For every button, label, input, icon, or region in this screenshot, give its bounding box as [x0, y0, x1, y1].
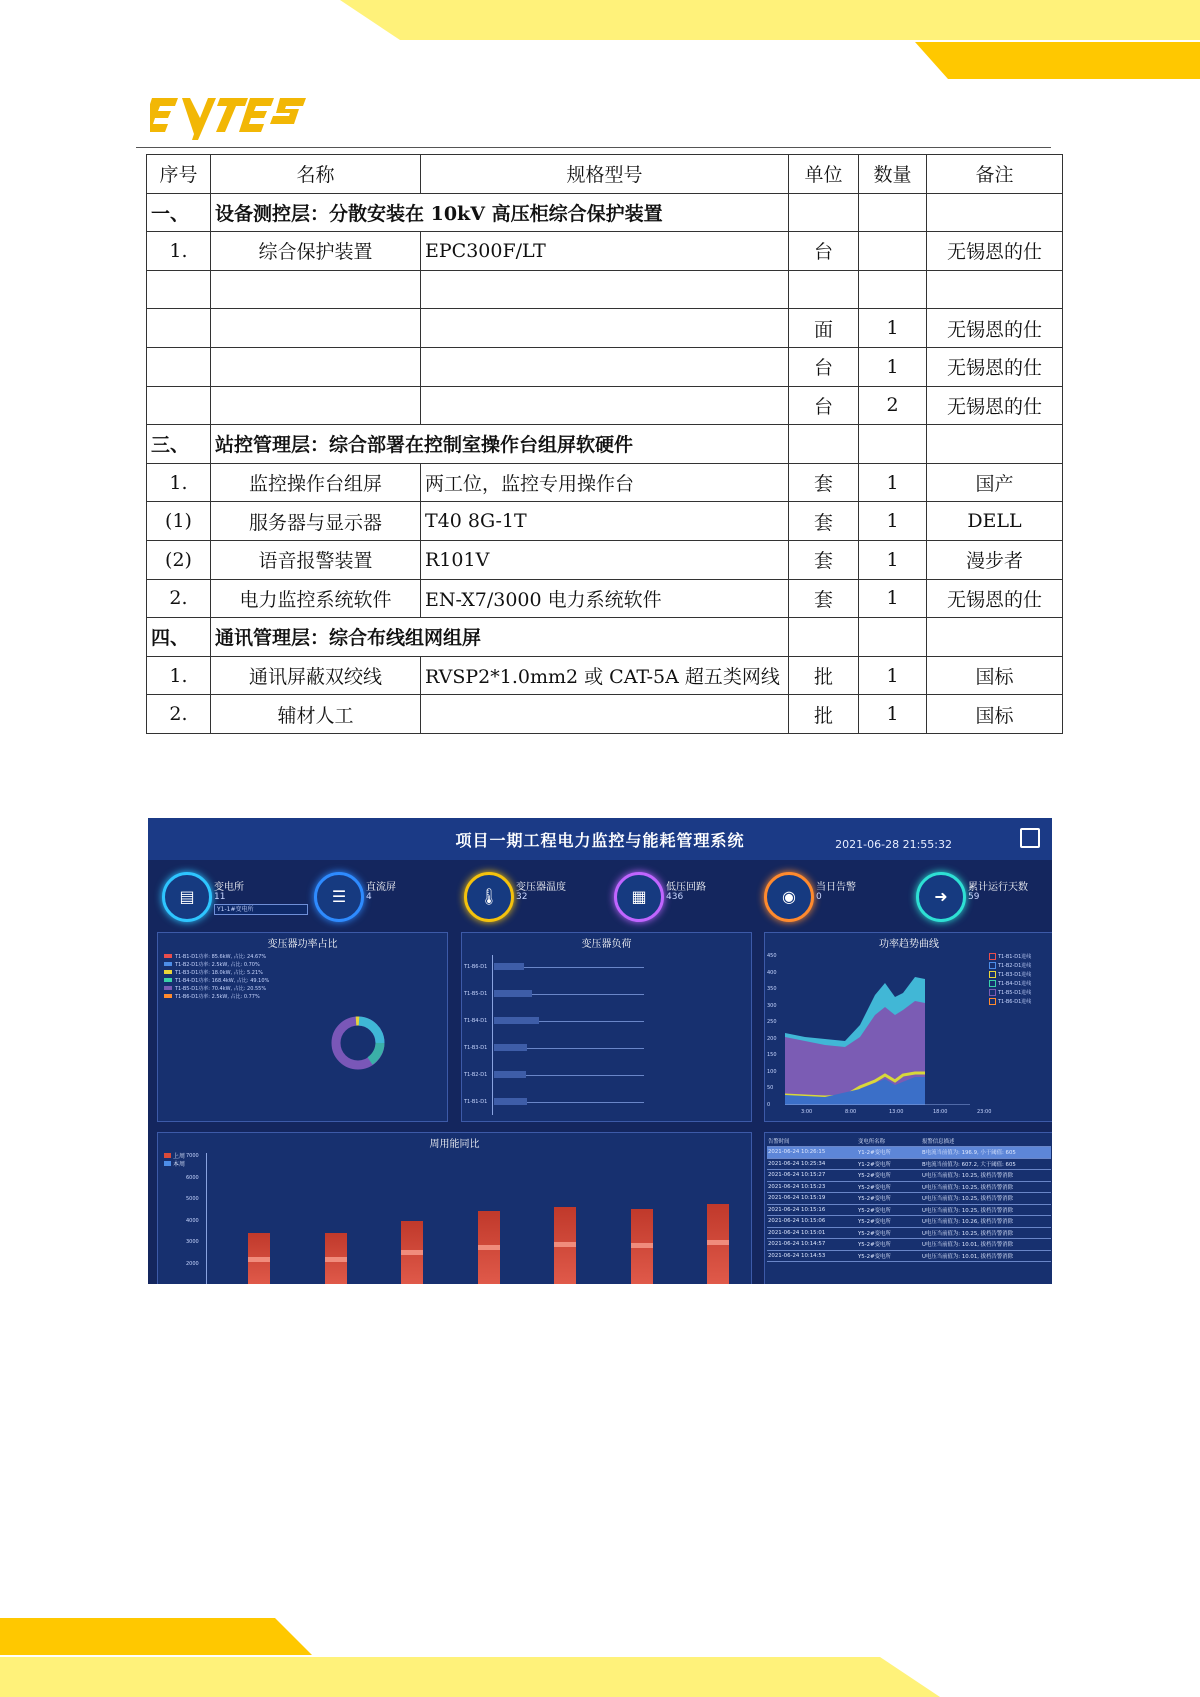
table-cell: T40 8G-1T: [421, 502, 789, 541]
header-rule: [136, 147, 1051, 148]
table-cell: [421, 270, 789, 309]
load-row-label: T1-B1-D1: [464, 1099, 488, 1105]
table-cell: 1: [859, 695, 927, 734]
ratio-legend-item: T1-B3-D1功率: 18.0kW, 占比: 5.21%: [164, 969, 269, 977]
load-bar: [494, 963, 524, 970]
table-cell: 2: [859, 386, 927, 425]
table-cell: 套: [789, 463, 859, 502]
ratio-legend-item: T1-B1-D1功率: 85.6kW, 占比: 24.67%: [164, 953, 269, 961]
alarm-cell: Y5-2#变电所: [857, 1204, 921, 1216]
alarm-cell: 2021-06-24 10:26:15: [767, 1147, 857, 1159]
trend-y-tick: 0: [767, 1101, 771, 1108]
table-cell: EN-X7/3000 电力系统软件: [421, 579, 789, 618]
table-cell: [789, 425, 859, 464]
alarm-row[interactable]: [767, 1193, 1051, 1205]
load-row-label: T1-B6-D1: [464, 964, 488, 970]
kpi-card: [614, 868, 764, 928]
table-cell: 套: [789, 579, 859, 618]
table-cell: [421, 309, 789, 348]
load-bar: [494, 1044, 527, 1051]
trend-x-tick: 3:00: [801, 1109, 813, 1115]
kpi-value: 59: [968, 892, 980, 902]
weekly-y-tick: 5000: [186, 1196, 199, 1202]
table-cell: 无锡恩的仕: [927, 579, 1063, 618]
table-cell: 套: [789, 502, 859, 541]
table-cell: 通讯屏蔽双绞线: [211, 656, 421, 695]
table-cell: 综合保护装置: [211, 232, 421, 271]
weekly-y-tick: 3000: [186, 1239, 199, 1245]
alarm-row[interactable]: [767, 1227, 1051, 1239]
table-cell: 台: [789, 386, 859, 425]
table-cell: 国标: [927, 656, 1063, 695]
section-row: [147, 193, 1063, 232]
table-header-cell: 规格型号: [421, 155, 789, 194]
load-bar: [494, 990, 532, 997]
ratio-legend-item: T1-B4-D1功率: 168.4kW, 占比: 49.10%: [164, 977, 269, 985]
alarm-cell: 2021-06-24 10:15:01: [767, 1227, 857, 1239]
table-cell: 批: [789, 695, 859, 734]
table-cell: [859, 618, 927, 657]
table-row: [147, 579, 1063, 618]
section-row: [147, 425, 1063, 464]
entes-logo: [150, 92, 310, 142]
table-cell: [927, 425, 1063, 464]
table-cell: 辅材人工: [211, 695, 421, 734]
trend-y-tick: 100: [767, 1068, 777, 1075]
alarm-cell: Y5-2#变电所: [857, 1250, 921, 1262]
table-cell: 台: [789, 347, 859, 386]
kpi-label: 低压回路: [666, 882, 706, 893]
table-cell: 无锡恩的仕: [927, 386, 1063, 425]
kpi-card: [314, 868, 464, 928]
checkbox-icon[interactable]: [989, 980, 996, 987]
alarm-table: [767, 1135, 1051, 1262]
table-cell: 2.: [147, 695, 211, 734]
alarm-row[interactable]: [767, 1147, 1051, 1159]
power-ratio-title: 变压器功率占比: [267, 939, 338, 950]
table-cell: 套: [789, 540, 859, 579]
alarm-row[interactable]: [767, 1170, 1051, 1182]
trend-x-tick: 8:00: [845, 1109, 857, 1115]
checkbox-icon[interactable]: [989, 998, 996, 1005]
kpi-value: 0: [816, 892, 822, 902]
kpi-value: 436: [666, 892, 684, 902]
kpi-label: 直流屏: [366, 882, 396, 893]
kpi-icon: 🌡: [464, 872, 514, 922]
weekly-legend-item: 本周: [164, 1161, 185, 1169]
alarm-cell: U电压当前值为: 10.25, 拔档告警消除: [921, 1193, 1051, 1205]
table-cell: R101V: [421, 540, 789, 579]
alarm-cell: Y5-2#变电所: [857, 1170, 921, 1182]
table-row: [147, 502, 1063, 541]
trend-y-tick: 250: [767, 1019, 777, 1025]
power-trend-chart: [785, 955, 970, 1105]
weekly-title: 周用能同比: [429, 1139, 480, 1150]
alarm-cell: Y1-2#变电所: [857, 1158, 921, 1170]
alarm-cell: 2021-06-24 10:15:23: [767, 1181, 857, 1193]
table-cell: (2): [147, 540, 211, 579]
load-bar: [494, 1017, 539, 1024]
weekly-bar: [248, 1233, 270, 1284]
checkbox-icon[interactable]: [989, 953, 996, 960]
alarm-cell: Y5-2#变电所: [857, 1181, 921, 1193]
table-cell: 国产: [927, 463, 1063, 502]
table-cell: 台: [789, 232, 859, 271]
section-row: [147, 618, 1063, 657]
table-header-cell: 数量: [859, 155, 927, 194]
kpi-label: 累计运行天数: [968, 882, 1028, 893]
alarm-cell: 2021-06-24 10:15:19: [767, 1193, 857, 1205]
alarm-cell: Y5-2#变电所: [857, 1239, 921, 1251]
kpi-value: 4: [366, 892, 372, 902]
alarm-cell: 2021-06-24 10:15:16: [767, 1204, 857, 1216]
kpi-value: 32: [516, 892, 528, 902]
alarm-cell: Y5-2#变电所: [857, 1216, 921, 1228]
alarm-cell: Y5-2#变电所: [857, 1193, 921, 1205]
table-header-cell: 名称: [211, 155, 421, 194]
table-cell: (1): [147, 502, 211, 541]
table-cell: [421, 386, 789, 425]
trend-legend-item[interactable]: T1-B3-D1进线: [989, 971, 1031, 980]
legend-swatch: [164, 962, 172, 966]
section-title: 设备测控层：分散安装在 10kV 高压柜综合保护装置: [211, 193, 789, 232]
legend-swatch: [164, 986, 172, 990]
equipment-spec-table: [146, 154, 1063, 734]
trend-y-tick: 350: [767, 986, 777, 992]
table-row: [147, 695, 1063, 734]
table-cell: [927, 270, 1063, 309]
alarm-cell: Y1-2#变电所: [857, 1147, 921, 1159]
table-header-cell: 备注: [927, 155, 1063, 194]
kpi-icon: ◉: [764, 872, 814, 922]
weekly-legend-item: 上周: [164, 1153, 185, 1161]
table-cell: [927, 193, 1063, 232]
trend-y-tick: 200: [767, 1035, 777, 1042]
table-cell: 1: [859, 463, 927, 502]
legend-swatch: [164, 970, 172, 974]
table-cell: [789, 270, 859, 309]
ratio-legend-item: T1-B6-D1功率: 2.5kW, 占比: 0.77%: [164, 993, 269, 1001]
table-cell: [147, 386, 211, 425]
table-cell: [211, 386, 421, 425]
alarm-cell: U电压当前值为: 10.25, 拔档告警消除: [921, 1227, 1051, 1239]
alarm-cell: U电压当前值为: 10.26, 拔档告警消除: [921, 1216, 1051, 1228]
ratio-legend-item: T1-B5-D1功率: 70.4kW, 占比: 20.55%: [164, 985, 269, 993]
table-row: [147, 309, 1063, 348]
load-row-label: T1-B3-D1: [464, 1045, 488, 1051]
alarm-row[interactable]: [767, 1158, 1051, 1170]
section-title: 通讯管理层：综合布线组网组屏: [211, 618, 789, 657]
table-row: [147, 232, 1063, 271]
trend-legend-item[interactable]: T1-B1-D1进线: [989, 953, 1031, 962]
alarm-header-cell: 变电所名称: [857, 1135, 921, 1147]
table-cell: 监控操作台组屏: [211, 463, 421, 502]
kpi-value: 11: [214, 892, 226, 902]
table-cell: 1: [859, 502, 927, 541]
power-ratio-donut: [328, 1013, 388, 1073]
weekly-y-tick: 7000: [186, 1153, 199, 1159]
table-cell: [789, 618, 859, 657]
alarm-cell: 2021-06-24 10:14:53: [767, 1250, 857, 1262]
table-cell: 两工位，监控专用操作台: [421, 463, 789, 502]
load-row-label: T1-B4-D1: [464, 1018, 488, 1024]
kpi-card: [916, 868, 1052, 928]
table-cell: [421, 695, 789, 734]
dashboard-datetime: 2021-06-28 21:55:32: [835, 838, 952, 851]
trend-x-tick: 13:00: [889, 1109, 904, 1115]
section-number: 三、: [147, 425, 211, 464]
exit-icon[interactable]: [1020, 828, 1040, 848]
table-cell: 1.: [147, 463, 211, 502]
table-row: [147, 463, 1063, 502]
weekly-bar: [401, 1221, 423, 1284]
alarm-header-cell: 报警信息描述: [921, 1135, 1051, 1147]
load-row-label: T1-B5-D1: [464, 991, 488, 997]
table-cell: [859, 425, 927, 464]
kpi-card: [464, 868, 614, 928]
load-row-label: T1-B2-D1: [464, 1072, 488, 1078]
table-cell: [211, 309, 421, 348]
kpi-label: 变电所: [214, 882, 244, 893]
weekly-bar: [325, 1233, 347, 1284]
checkbox-icon[interactable]: [989, 989, 996, 996]
table-cell: 面: [789, 309, 859, 348]
weekly-bar: [631, 1209, 653, 1284]
trend-y-tick: 300: [767, 1002, 777, 1009]
table-cell: 1: [859, 656, 927, 695]
dashboard-title: 项目一期工程电力监控与能耗管理系统: [455, 831, 745, 850]
alarm-table-panel: [764, 1132, 1052, 1284]
load-title: 变压器负荷: [581, 939, 632, 950]
alarm-cell: 2021-06-24 10:15:27: [767, 1170, 857, 1182]
weekly-y-tick: 2000: [186, 1260, 199, 1267]
table-cell: [147, 270, 211, 309]
monitoring-dashboard: [148, 818, 1052, 1284]
table-cell: RVSP2*1.0mm2 或 CAT-5A 超五类网线: [421, 656, 789, 695]
trend-legend-item[interactable]: T1-B4-D1进线: [989, 980, 1031, 989]
kpi-card: [764, 868, 914, 928]
table-cell: 国标: [927, 695, 1063, 734]
alarm-header-cell: 告警时间: [767, 1135, 857, 1147]
weekly-y-tick: 6000: [186, 1174, 199, 1181]
alarm-cell: 2021-06-24 10:14:57: [767, 1239, 857, 1251]
load-bar: [494, 1071, 526, 1078]
kpi-label: 当日告警: [816, 882, 856, 893]
legend-swatch: [164, 954, 172, 958]
alarm-row[interactable]: [767, 1250, 1051, 1262]
alarm-row[interactable]: [767, 1239, 1051, 1251]
table-cell: [859, 193, 927, 232]
trend-title: 功率趋势曲线: [879, 939, 939, 950]
trend-legend-item[interactable]: T1-B5-D1进线: [989, 989, 1031, 998]
table-cell: [859, 232, 927, 271]
table-row: [147, 656, 1063, 695]
substation-select[interactable]: Y1-1#变电所: [214, 904, 308, 915]
table-cell: [211, 347, 421, 386]
trend-y-tick: 400: [767, 969, 777, 976]
power-trend-panel: [764, 932, 1052, 1122]
table-cell: 1.: [147, 656, 211, 695]
alarm-cell: 2021-06-24 10:25:34: [767, 1158, 857, 1170]
table-cell: 无锡恩的仕: [927, 309, 1063, 348]
table-cell: 1: [859, 579, 927, 618]
kpi-icon: ☰: [314, 872, 364, 922]
table-cell: 电力监控系统软件: [211, 579, 421, 618]
table-cell: EPC300F/LT: [421, 232, 789, 271]
alarm-row[interactable]: [767, 1216, 1051, 1228]
alarm-cell: B电流当前值为: 607.2, 大于阈值: 605: [921, 1158, 1051, 1170]
table-cell: 1: [859, 309, 927, 348]
table-row: [147, 386, 1063, 425]
alarm-row[interactable]: [767, 1204, 1051, 1216]
table-cell: 漫步者: [927, 540, 1063, 579]
kpi-icon: ▤: [162, 872, 212, 922]
weekly-bar: [478, 1211, 500, 1284]
alarm-cell: U电压当前值为: 10.01, 拔档告警消除: [921, 1250, 1051, 1262]
table-row: [147, 270, 1063, 309]
table-cell: 批: [789, 656, 859, 695]
table-cell: [147, 347, 211, 386]
table-row: [147, 347, 1063, 386]
trend-y-tick: 450: [767, 953, 777, 959]
table-cell: [147, 309, 211, 348]
table-cell: 无锡恩的仕: [927, 347, 1063, 386]
weekly-bar: [554, 1207, 576, 1285]
weekly-legend: [164, 1153, 185, 1169]
trend-legend-item[interactable]: T1-B6-D1进线: [989, 998, 1031, 1007]
dashboard-header: [148, 818, 1052, 860]
trend-legend: [989, 953, 1031, 1007]
table-cell: 1.: [147, 232, 211, 271]
load-bar: [494, 1098, 527, 1105]
table-row: [147, 540, 1063, 579]
legend-swatch: [164, 978, 172, 982]
ratio-legend-item: T1-B2-D1功率: 2.5kW, 占比: 0.70%: [164, 961, 269, 969]
alarm-cell: 2021-06-24 10:15:06: [767, 1216, 857, 1228]
table-header-cell: 单位: [789, 155, 859, 194]
table-cell: 2.: [147, 579, 211, 618]
weekly-y-tick: 4000: [186, 1217, 199, 1224]
top-decoration: [0, 0, 1200, 90]
table-cell: [421, 347, 789, 386]
table-cell: DELL: [927, 502, 1063, 541]
power-ratio-panel: [157, 932, 448, 1122]
alarm-cell: Y5-2#变电所: [857, 1227, 921, 1239]
alarm-cell: U电压当前值为: 10.25, 拔档告警消除: [921, 1170, 1051, 1182]
trend-y-tick: 150: [767, 1052, 777, 1058]
table-cell: [927, 618, 1063, 657]
table-header-cell: 序号: [147, 155, 211, 194]
alarm-cell: U电压当前值为: 10.25, 拔档告警消除: [921, 1204, 1051, 1216]
kpi-label: 变压器温度: [516, 882, 566, 893]
table-header-row: [147, 155, 1063, 194]
trend-y-tick: 50: [767, 1085, 774, 1091]
alarm-cell: U电压当前值为: 10.25, 拔档告警消除: [921, 1181, 1051, 1193]
table-cell: [789, 193, 859, 232]
alarm-row[interactable]: [767, 1181, 1051, 1193]
legend-swatch: [164, 994, 172, 998]
section-title: 站控管理层：综合部署在控制室操作台组屏软硬件: [211, 425, 789, 464]
weekly-usage-panel: [157, 1132, 752, 1284]
table-cell: 1: [859, 540, 927, 579]
kpi-icon: ➜: [916, 872, 966, 922]
table-cell: 1: [859, 347, 927, 386]
weekly-bar: [707, 1204, 729, 1284]
alarm-cell: U电压当前值为: 10.01, 拔档告警消除: [921, 1239, 1051, 1251]
alarm-cell: B电流当前值为: 196.9, 小于阈值: 605: [921, 1147, 1051, 1159]
table-cell: [211, 270, 421, 309]
ratio-legend: [164, 953, 269, 1001]
table-cell: 无锡恩的仕: [927, 232, 1063, 271]
trend-x-tick: 18:00: [933, 1109, 948, 1115]
checkbox-icon[interactable]: [989, 962, 996, 969]
checkbox-icon[interactable]: [989, 971, 996, 978]
table-cell: [859, 270, 927, 309]
section-number: 一、: [147, 193, 211, 232]
kpi-card: [162, 868, 312, 928]
kpi-icon: ▦: [614, 872, 664, 922]
transformer-load-panel: [461, 932, 752, 1122]
bottom-decoration: [0, 1610, 1200, 1697]
trend-x-tick: 23:00: [977, 1109, 992, 1115]
section-number: 四、: [147, 618, 211, 657]
trend-legend-item[interactable]: T1-B2-D1进线: [989, 962, 1031, 971]
table-cell: 语音报警装置: [211, 540, 421, 579]
table-cell: 服务器与显示器: [211, 502, 421, 541]
